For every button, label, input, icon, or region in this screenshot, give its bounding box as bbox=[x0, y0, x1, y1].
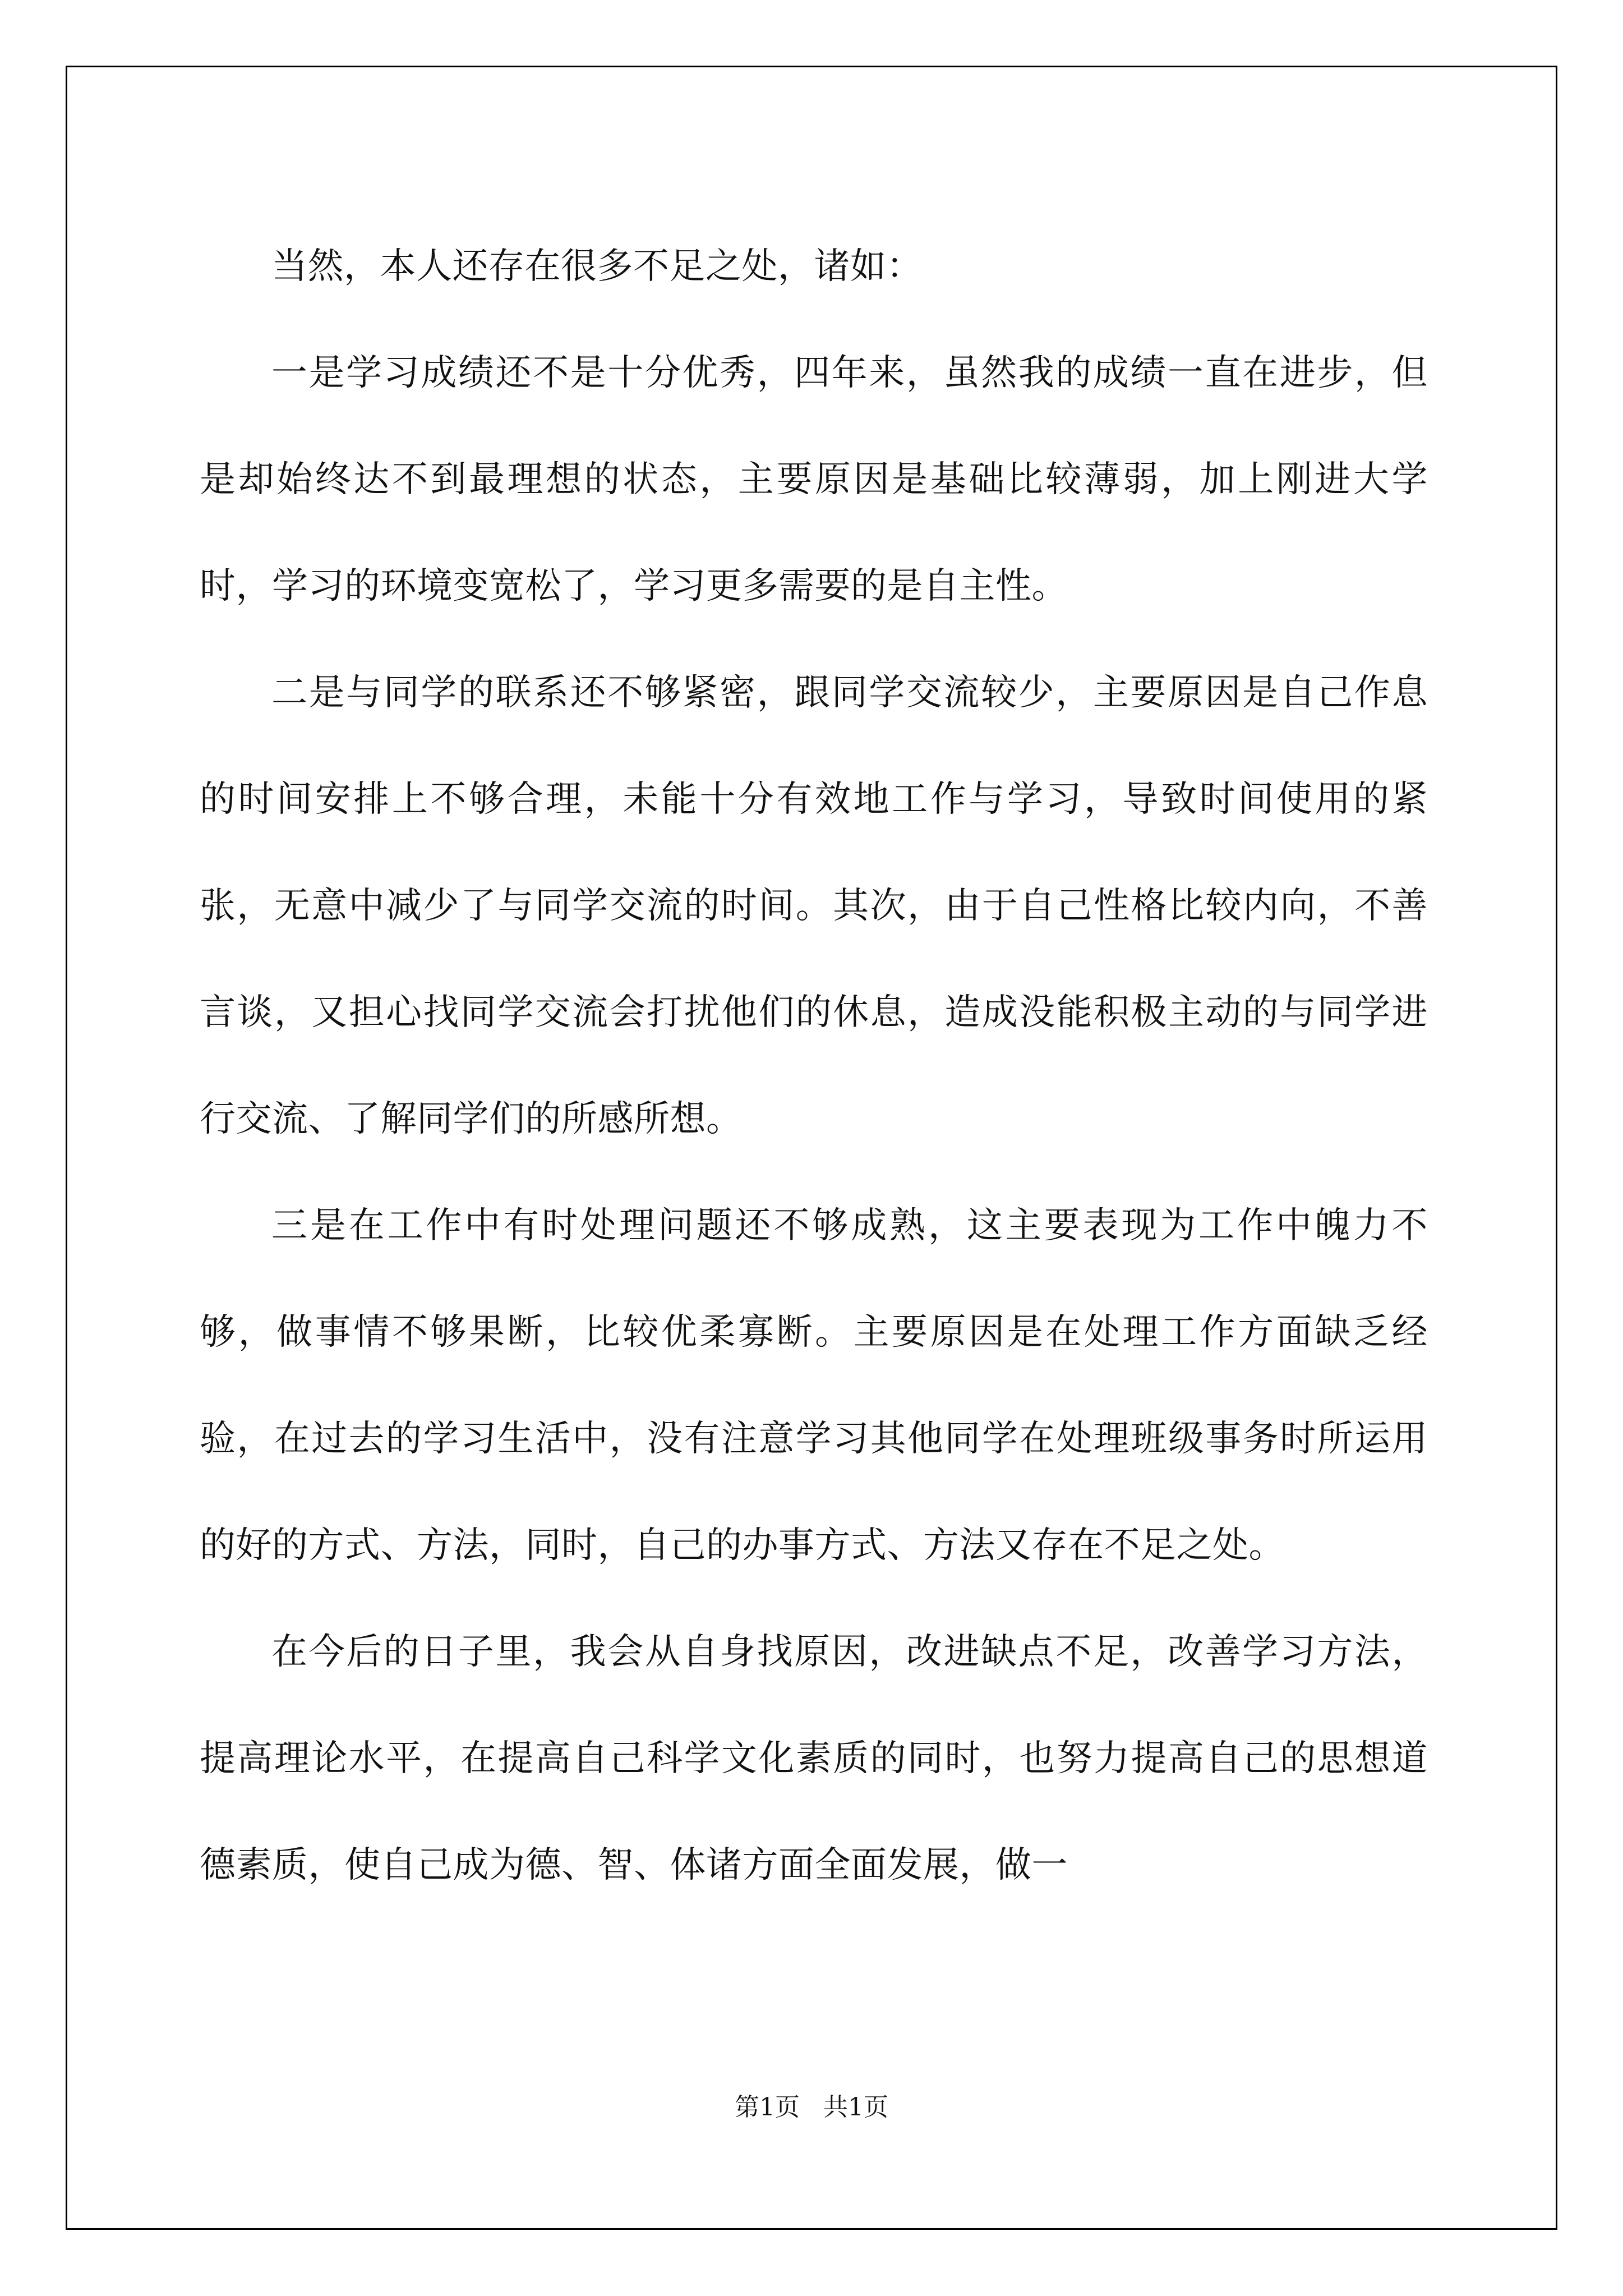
paragraph-classmates: 二是与同学的联系还不够紧密，跟同学交流较少，主要原因是自己作息的时间安排上不够合理，未能十分有效地工作与学习，导致时间使用的紧张，无意中减少了与同学交流的时间。其次，由于自己性格比较内向，不善言谈，又担心找同学交流会打扰他们的休息，造成没能积极主动的与同学进行交流、了解同学们的所感所想。 bbox=[200, 672, 1428, 1140]
paragraph-work: 三是在工作中有时处理问题还不够成熟，这主要表现为工作中魄力不够，做事情不够果断，比较优柔寡断。主要原因是在处理工作方面缺乏经验，在过去的学习生活中，没有注意学习其他同学在处理班级事务时所运用的好的方式、方法，同时，自己的办事方式、方法又存在不足之处。 bbox=[200, 1205, 1428, 1566]
paragraph-future: 在今后的日子里，我会从自身找原因，改进缺点不足，改善学习方法，提高理论水平，在提高自己科学文化素质的同时，也努力提高自己的思想道德素质，使自己成为德、智、体诸方面全面发展，做一 bbox=[200, 1631, 1428, 1886]
paragraph-intro: 当然，本人还存在很多不足之处，诸如： bbox=[271, 246, 923, 287]
document-body bbox=[200, 213, 1428, 1918]
page-number-footer: 第1页 共1页 bbox=[735, 2093, 888, 2122]
paragraph-study: 一是学习成绩还不是十分优秀，四年来，虽然我的成绩一直在进步，但是却始终达不到最理想的状态，主要原因是基础比较薄弱，加上刚进大学时，学习的环境变宽松了，学习更多需要的是自主性。 bbox=[200, 352, 1428, 607]
